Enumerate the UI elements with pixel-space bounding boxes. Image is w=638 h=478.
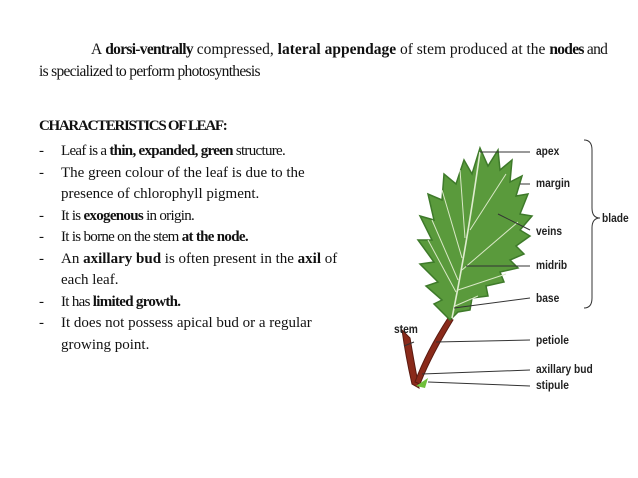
list-dash: - [39,293,44,310]
list-dash: - [39,143,44,159]
label-apex: apex [536,144,560,158]
label-stem: stem [394,322,418,336]
item-bold: at the node. [181,229,248,245]
item-text: is often present in the [161,250,298,267]
intro-term-nodes: nodes [549,41,584,58]
list-dash: - [39,164,44,181]
list-dash: - [39,229,44,245]
item-text: It is [61,207,84,224]
item-text: Leaf is a [61,143,110,159]
intro-text-1: A [91,41,106,58]
leaf-illustration [370,130,638,410]
item-bold: limited growth. [92,293,181,310]
heading-text: CHARACTERISTICS OF LEAF [39,118,223,134]
list-item [39,292,354,314]
item-text: in origin. [143,207,195,224]
label-veins: veins [536,224,563,238]
item-text: structure. [232,143,286,159]
section-heading [39,118,226,135]
item-bold: axillary bud [83,250,162,267]
list-item [39,227,354,249]
intro-term-dorsiventral: dorsi-ventrally [105,41,193,58]
leaf-blade-shape [418,148,532,320]
intro-text-3: of stem produced at the [396,41,550,58]
item-text: The green colour of the leaf is due to the presence of chlorophyll pigment. [61,164,305,202]
heading-colon: : [222,118,227,134]
petiole-shape [415,318,453,384]
blade-bracket [584,140,600,308]
list-item [39,141,354,163]
item-text: It does not possess apical bud or a regular growing point. [61,315,312,353]
list-item [39,163,354,206]
label-blade: blade [602,211,629,225]
pointer-axillary-bud [422,370,530,374]
list-item [39,249,354,292]
intro-paragraph [39,39,619,83]
label-midrib: midrib [536,258,568,272]
label-margin: margin [536,176,571,190]
item-text: It has [61,293,93,310]
label-base: base [536,291,560,305]
leaf-diagram [370,130,638,410]
list-dash: - [39,207,44,224]
list-dash: - [39,250,44,267]
characteristics-list [39,141,354,356]
item-text: An [61,250,84,267]
item-text: It is borne on the stem [61,229,182,245]
list-dash: - [39,315,44,331]
intro-text-4: and is specialized to perform photosynthesis [39,41,608,80]
item-bold-axil: axil [297,250,322,267]
pointer-stipule [428,382,530,386]
intro-text-2: compressed, [192,41,278,58]
item-text: of each leaf. [61,250,338,288]
label-axillary-bud: axillary bud [536,362,593,376]
label-petiole: petiole [536,333,569,347]
label-stipule: stipule [536,378,569,392]
list-item [39,313,354,356]
pointer-petiole [436,340,530,342]
intro-term-lateral-appendage: lateral appendage [277,41,397,58]
item-bold: thin, expanded, green [109,143,233,159]
item-bold: exogenous [83,207,144,224]
list-item [39,206,354,228]
